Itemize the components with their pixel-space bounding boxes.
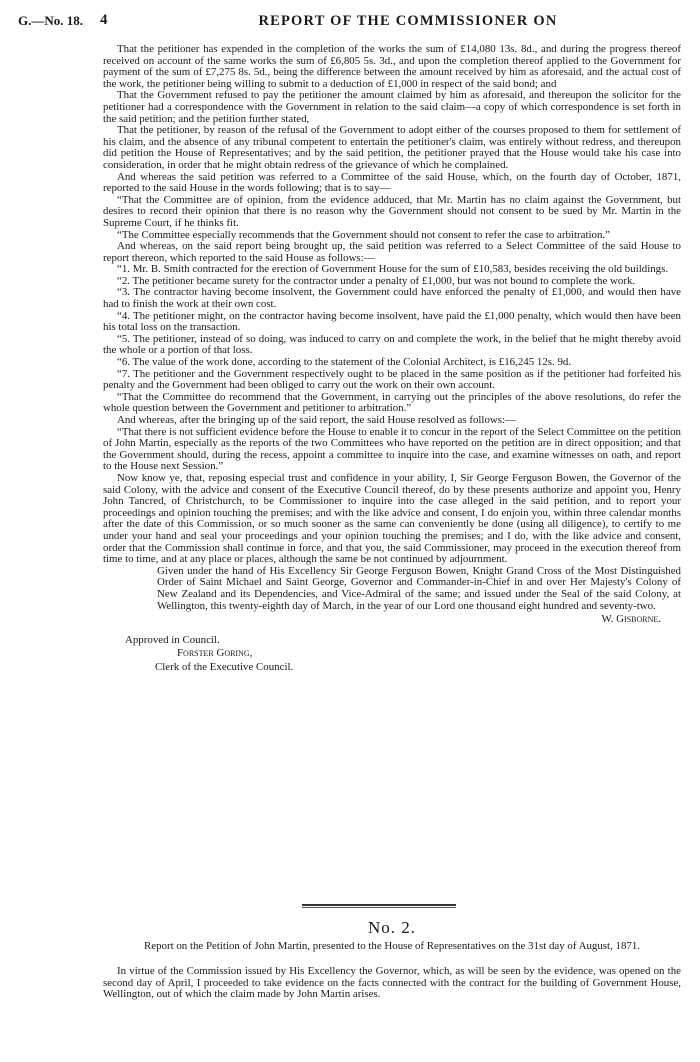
resolution-item: “6. The value of the work done, according to the statement of the Colonial Architect, is £16,245 12s. 9d. [117, 356, 572, 369]
section-number: No. 2. [367, 918, 417, 937]
quoted-paragraph: “The Committee especially recommends that the Government should not consent to refer the case to arbitration.” [117, 228, 610, 241]
resolution-item: “5. The petitioner, instead of so doing, was induced to carry on and complete the work, in the belief that he might thereby avoid the whole or a portion of that loss. [103, 332, 681, 357]
section-divider [302, 904, 456, 906]
approved-line: Approved in Council. [125, 633, 220, 646]
paragraph: That the Government refused to pay the petitioner the amount claimed by him as aforesaid, and thereupon the solicitor for the petitioner had a correspondence with the Government in relation to the said claim—a copy of which correspondence is set forth in the said petition; and the petition further stated, [103, 89, 681, 125]
page-header [18, 12, 682, 32]
paragraph: And whereas the said petition was referred to a Committee of the said House, which, on the fourth day of October, 1871, reported to the said House in the words following; that is to say— [103, 170, 681, 195]
paragraph: And whereas, on the said report being brought up, the said petition was referred to a Select Committee of the said House to report thereon, which reported to the said House as follows:— [103, 240, 681, 264]
section-intro: In virtue of the Commission issued by His Excellency the Governor, which, as will be seen by the evidence, was opened on the second day of April, I proceeded to take evidence on the facts connected with the contract for the building of Government House, Wellington, out of which the claim made by John Martin arises. [103, 965, 681, 1001]
quoted-paragraph: “That there is not sufficient evidence before the House to enable it to concur in the report of the Select Committee on the petition of John Martin, especially as the reports of the two Committees who have reported on the petition are in direct opposition; and that the Government should, during the recess, appoint a committee to inquire into the case, and examine witnesses on oath, and report to the House next Session.” [103, 425, 681, 473]
resolution-item: “4. The petitioner might, on the contractor having become insolvent, have paid the £1,000 penalty, which would then have been his total loss on the transaction. [103, 309, 681, 334]
resolution-item: “2. The petitioner became surety for the contractor under a penalty of £1,000, but was not bound to complete the work. [117, 274, 636, 287]
paragraph: And whereas, after the bringing up of the said report, the said House resolved as follows:— [117, 414, 516, 426]
quoted-paragraph: “That the Committee do recommend that the Government, in carrying out the principles of the above resolutions, do refer the whole question between the Government and petitioner to arbitration.” [103, 390, 681, 415]
paragraph: That the petitioner has expended in the completion of the works the sum of £14,080 13s. 8d., and during the progress thereof received on account of the same works the sum of £6,805 5s. 3d., and upon the completion thereof applied to the Government for payment of the sum of £7,275 8s. 5d., being the difference between the amount received by him as aforesaid, and the actual cost of the work, the petitioner being willing to submit to a deduction of £1,000 in respect of the said bond; and [103, 43, 681, 90]
section-divider-thin [302, 907, 456, 908]
section-heading: Report on the Petition of John Martin, presented to the House of Representatives on the 31st day of August, 1871. [143, 940, 641, 952]
commission-text [103, 44, 681, 674]
resolution-item: “1. Mr. B. Smith contracted for the erection of Government House for the sum of £10,583, besides receiving the old buildings. [117, 263, 669, 276]
resolution-item: “3. The contractor having become insolvent, the Government could have enforced the penalty of £1,000, and would then have had to finish the work at their own cost. [103, 286, 681, 311]
given-under-hand: Given under the hand of His Excellency Sir George Ferguson Bowen, Knight Grand Cross of the Most Distinguished Order of Saint Michael and Saint George, Governor and Commander-in-Chief in and over Her Majesty's Colony of New Zealand and its Dependencies, and Vice-Admiral of the same; and issued under the Seal of the said Colony, at Wellington, this twenty-eighth day of March, in the year of our Lord one thousand eight hundred and seventy-two. [157, 564, 681, 612]
running-title: REPORT OF THE COMMISSIONER ON [258, 13, 558, 29]
document-reference: G.—No. 18. [18, 13, 83, 28]
page-number: 4 [100, 12, 108, 28]
paragraph: Now know ye, that, reposing especial trust and confidence in your ability, I, Sir George Ferguson Bowen, the Governor of the said Colony, with the advice and consent of the Executive Council thereof, do by these presents authorize and appoint you, Henry John Tancred, of Christchurch, to be Commissioner to inquire into the case alleged in the said petition, and to report your proceedings and opinion touching the premises; and with the like advice and consent, I do enjoin you, within three calendar months after the date of this Commission, or so much sooner as the same can conveniently be done (using all diligence), to certify to me under your hand and seal your proceedings and your opinion touching the premises; and I do, with the like advice and consent, order that the Commission shall continue in force, and that you, the said Commissioner, may proceed in the execution thereof from time to time, and at any place or places, although the same be not continued by adjournment. [103, 471, 681, 566]
resolution-item: “7. The petitioner and the Government respectively ought to be placed in the same position as if the petitioner had forfeited his penalty and the Government had been obliged to carry out the work on their own account. [103, 367, 681, 392]
signature: W. Gisborne. [601, 613, 661, 626]
clerk-title: Clerk of the Executive Council. [155, 660, 294, 673]
paragraph: That the petitioner, by reason of the refusal of the Government to adopt either of the courses proposed to them for settlement of his claim, and the absence of any tribunal competent to entertain the petitioner's claim, was entirely without redress, and thereupon did petition the House of Representatives; and by the said petition, the petitioner prayed that the House would take his case into consideration, in order that he might obtain redress of the grievance of which he complained. [103, 124, 681, 171]
clerk-name: Forster Goring, [177, 647, 253, 660]
approval-block [125, 634, 681, 675]
quoted-paragraph: “That the Committee are of opinion, from the evidence adduced, that Mr. Martin has no claim against the Government, but desires to record their opinion that there is no reason why the Government should not consent to be sued by Mr. Martin in the Supreme Court, if he thinks fit. [103, 193, 681, 229]
